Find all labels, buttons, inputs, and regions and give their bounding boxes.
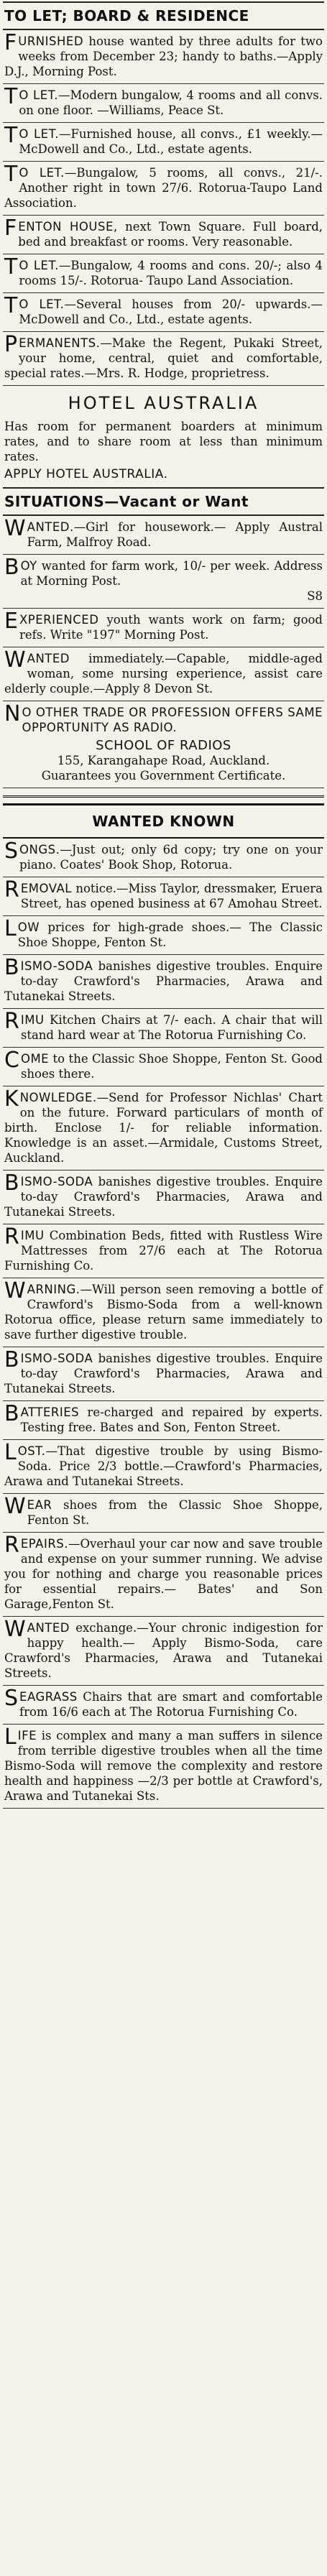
classified-ad	[3, 609, 324, 647]
school-address: 155, Karangahape Road, Auckland.	[57, 754, 270, 767]
ad-body	[4, 1009, 323, 1043]
drop-cap: S	[4, 839, 19, 864]
ad-text: —That digestive trouble by using Bismo-Soda. Price 2/3 bottle.—Crawford's Pharmacies, Arawa and Tutanekai Streets.	[4, 1444, 323, 1488]
ad-lead: URNISHED	[18, 34, 84, 48]
ad-body	[4, 1617, 323, 1681]
ad-body	[4, 1171, 323, 1219]
ad-body	[4, 1725, 323, 1804]
classified-ad	[3, 162, 324, 216]
ad-text: re-charged and repaired by experts. Testing free. Bates and Son, Fenton Street.	[20, 1405, 323, 1434]
ad-text: —Furnished house, all convs., £1 weekly.—McDowell and Co., Ltd., estate agents.	[19, 127, 323, 156]
drop-cap: T	[4, 123, 18, 148]
drop-cap: B	[4, 1347, 19, 1372]
ad-body	[4, 1401, 323, 1435]
drop-cap: T	[4, 293, 18, 318]
classified-ad	[3, 516, 324, 555]
classified-ad	[3, 1224, 324, 1278]
classified-ad	[3, 647, 324, 701]
ad-text: immediately.—Capable, middle-aged woman, some nursing experience, assist care elderly couple.—Apply 8 Devon St.	[4, 652, 323, 696]
wanted-known-ads	[3, 839, 324, 1809]
ad-lead: ANTED	[27, 1621, 70, 1635]
ad-lead: ISMO-SODA	[20, 1175, 93, 1188]
section-heading-to-let: TO LET; BOARD & RESIDENCE	[4, 7, 249, 24]
hotel-australia-ad	[3, 386, 324, 489]
ad-body	[4, 609, 323, 642]
ad-body	[4, 516, 323, 550]
ad-body	[4, 1440, 323, 1489]
ad-lead: O LET.	[19, 88, 59, 102]
ad-lead: OST.	[17, 1444, 46, 1458]
ad-text: —Several houses from 20/- upwards.—McDowell and Co., Ltd., estate agents.	[19, 297, 323, 326]
drop-cap: W	[4, 1494, 26, 1519]
classified-ad	[3, 1401, 324, 1440]
ad-body	[4, 916, 323, 950]
classified-ad	[3, 216, 324, 254]
classified-ad	[3, 1533, 324, 1617]
classified-ad	[3, 1009, 324, 1048]
drop-cap: P	[4, 332, 18, 357]
ad-text: —Overhaul your car now and save trouble and expense on your summer running. We advise you for nothing and charge you reasonable prices for essential repairs.— Bates' and Son Garage,Fenton St.	[4, 1537, 323, 1611]
ad-body	[4, 1533, 323, 1612]
ad-lead: EMOVAL	[20, 882, 72, 895]
drop-cap: W	[4, 647, 26, 673]
drop-cap: R	[4, 1533, 19, 1558]
ad-text: —Girl for housework.— Apply Austral Farm, Malfroy Road.	[27, 520, 323, 549]
classified-ad	[3, 555, 324, 609]
school-title: SCHOOL OF RADIOS	[96, 738, 231, 753]
ad-body	[4, 1224, 323, 1273]
ad-reference: S8	[307, 589, 323, 603]
ad-text: Chairs that are smart and comfortable from 16/6 each at The Rotorua Furnishing Co.	[19, 1690, 323, 1719]
drop-cap: R	[4, 1224, 19, 1250]
classified-ad	[3, 332, 324, 386]
drop-cap: B	[4, 555, 19, 580]
ad-body	[4, 84, 323, 118]
classified-ad	[3, 1440, 324, 1494]
ad-lead: EPAIRS.	[20, 1537, 69, 1551]
ad-lead: ATTERIES	[20, 1405, 80, 1419]
ad-text: banishes digestive troubles. Enquire to-day Crawford's Pharmacies, Arawa and Tutanekai Streets.	[4, 1175, 323, 1219]
ad-text: prices for high-grade shoes.— The Classic Shoe Shoppe, Fenton St.	[17, 920, 323, 949]
classified-page	[3, 1, 324, 2573]
drop-cap: W	[4, 516, 26, 541]
ad-lead: OY	[20, 559, 37, 573]
drop-cap: L	[4, 1440, 17, 1465]
classified-ad	[3, 1725, 324, 1809]
ad-text: house wanted by three adults for two weeks from December 23; handy to baths.—Apply D.J., Morning Post.	[4, 34, 323, 78]
ad-body	[4, 955, 323, 1004]
drop-cap: W	[4, 1278, 26, 1303]
ad-text: Combination Beds, fitted with Rustless Wire Mattresses from 27/6 each at The Rotorua Furnishing Co.	[4, 1229, 323, 1273]
ad-lead: EAGRASS	[19, 1690, 78, 1704]
ad-body	[4, 1686, 323, 1719]
classified-ad	[3, 1686, 324, 1725]
ad-body	[4, 877, 323, 911]
classified-ad	[3, 30, 324, 84]
drop-cap: K	[4, 1086, 19, 1112]
school-of-radios-ad	[3, 701, 324, 788]
ad-lead: IMU	[20, 1013, 45, 1027]
ad-lead: ISMO-SODA	[20, 959, 93, 973]
drop-cap: T	[4, 162, 18, 187]
ad-body	[4, 1347, 323, 1396]
ad-body	[4, 162, 323, 211]
ad-lead: XPERIENCED	[19, 613, 99, 627]
classified-ad	[3, 955, 324, 1009]
to-let-ads	[3, 30, 324, 386]
drop-cap: T	[4, 84, 18, 109]
ad-text: exchange.—Your chronic indigestion for happy health.— Apply Bismo-Soda, care Crawford's Pharmacies, Arawa and Tutanekai Streets.	[4, 1621, 323, 1680]
ad-body	[4, 839, 323, 872]
drop-cap: S	[4, 1686, 19, 1711]
section-heading-wanted-known: WANTED KNOWN	[3, 803, 324, 839]
ad-lead: O LET.	[19, 166, 65, 180]
ad-text: to the Classic Shoe Shoppe, Fenton St. Good shoes there.	[20, 1052, 323, 1081]
ad-lead: EAR	[27, 1498, 52, 1512]
ad-body	[4, 1048, 323, 1081]
ad-lead: O OTHER TRADE OR PROFESSION OFFERS SAME OPPORTUNITY AS RADIO.	[22, 706, 323, 734]
ad-body	[4, 647, 323, 696]
ad-lead: ISMO-SODA	[20, 1352, 93, 1365]
ad-text: banishes digestive troubles. Enquire to-day Crawford's Pharmacies, Arawa and Tutanekai Streets.	[4, 959, 323, 1003]
ad-text: —Will person seen removing a bottle of Crawford's Bismo-Soda from a well-known Rotorua office, please return same immediately to save further digestive trouble.	[4, 1283, 323, 1342]
classified-ad	[3, 877, 324, 916]
ad-body	[4, 254, 323, 288]
ad-lead: ENTON HOUSE,	[18, 220, 118, 234]
classified-ad	[3, 1171, 324, 1224]
drop-cap: F	[4, 30, 17, 55]
ad-text: —Send for Professor Nichlas' Chart on the future. Forward particulars of month of birth. Enclose 1/- for reliable information. Knowledge is an asset.—Armidale, Customs Street, Auckland.	[4, 1091, 323, 1165]
ad-text: —Make the Regent, Pukaki Street, your home, central, quiet and comfortable, special rates.—Mrs. R. Hodge, proprietress.	[4, 336, 323, 380]
ad-text: —Just out; only 6d copy; try one on your piano. Coates' Book Shop, Rotorua.	[19, 843, 323, 872]
ad-lead: ANTED.	[27, 520, 74, 534]
ad-text: banishes digestive troubles. Enquire to-day Crawford's Pharmacies, Arawa and Tutanekai Streets.	[4, 1352, 323, 1395]
ad-lead: NOWLEDGE.	[19, 1091, 97, 1104]
ad-body	[4, 332, 323, 381]
classified-ad	[3, 123, 324, 162]
drop-cap: F	[4, 216, 17, 241]
ad-text: next Town Square. Full board, bed and breakfast or rooms. Very reasonable.	[18, 220, 323, 249]
classified-ad	[3, 1048, 324, 1086]
section-heading-situations: SITUATIONS—Vacant or Want	[4, 493, 249, 510]
ad-body	[4, 30, 323, 79]
ad-lead: IFE	[17, 1729, 37, 1742]
ad-text: Kitchen Chairs at 7/- each. A chair that will stand hard wear at The Rotorua Furnishing Co.	[20, 1013, 323, 1042]
ad-body	[4, 555, 323, 588]
ad-text: shoes from the Classic Shoe Shoppe, Fenton St.	[27, 1498, 323, 1527]
classified-ad	[3, 84, 324, 123]
drop-cap: L	[4, 916, 17, 941]
ad-body	[4, 1086, 323, 1165]
ad-lead: OME	[20, 1052, 50, 1066]
school-guarantee: Guarantees you Government Certificate.	[41, 769, 286, 783]
ad-lead: ONGS.	[19, 843, 60, 857]
ad-lead: IMU	[20, 1229, 45, 1242]
section-divider	[3, 795, 324, 798]
ad-body	[4, 1494, 323, 1528]
drop-cap: B	[4, 1171, 19, 1196]
classified-ad	[3, 839, 324, 877]
classified-ad	[3, 1494, 324, 1533]
ad-lead: O LET.	[19, 259, 59, 272]
ad-body	[4, 701, 323, 735]
hotel-title: HOTEL AUSTRALIA	[68, 393, 259, 413]
ad-text: —Bungalow, 4 rooms and cons. 20/-; also 4 rooms 15/-. Rotorua- Taupo Land Association.	[19, 259, 323, 287]
drop-cap: C	[4, 1048, 19, 1073]
ad-text: wanted for farm work, 10/- per week. Address at Morning Post.	[20, 559, 323, 588]
drop-cap: E	[4, 609, 18, 634]
ad-text: notice.—Miss Taylor, dressmaker, Eruera Street, has opened business at 67 Amohau Street.	[20, 882, 323, 910]
ad-lead: ANTED	[27, 652, 70, 665]
ad-lead: ERMANENTS.	[19, 336, 101, 350]
drop-cap: R	[4, 877, 19, 902]
classified-ad	[3, 254, 324, 293]
classified-ad	[3, 916, 324, 955]
classified-ad	[3, 1617, 324, 1686]
ad-text: —Bungalow, 5 rooms, all convs., 21/-. Another right in town 27/6. Rotorua-Taupo Land Association.	[4, 166, 323, 210]
drop-cap: B	[4, 955, 19, 980]
ad-text: is complex and many a man suffers in silence from terrible digestive troubles when all the time Bismo-Soda will remove the complexity and restore health and happiness —2/3 per bottle at Crawford's, Arawa and Tutanekai Sts.	[4, 1729, 323, 1803]
drop-cap: T	[4, 254, 18, 280]
ad-body	[4, 293, 323, 327]
situations-ads	[3, 516, 324, 701]
ad-lead: OW	[17, 920, 40, 934]
ad-text: —Modern bungalow, 4 rooms and all convs. on one floor. —Williams, Peace St.	[19, 88, 323, 117]
drop-cap: L	[4, 1725, 17, 1750]
classified-ad	[3, 1086, 324, 1171]
hotel-sign: APPLY HOTEL AUSTRALIA.	[4, 467, 168, 481]
drop-cap: R	[4, 1009, 19, 1034]
classified-ad	[3, 293, 324, 332]
ad-body	[4, 1278, 323, 1342]
drop-cap: B	[4, 1401, 19, 1426]
ad-lead: O LET.	[19, 297, 65, 311]
ad-lead: ARNING.	[27, 1283, 80, 1296]
school-block	[4, 738, 323, 783]
ad-body	[4, 123, 323, 157]
classified-ad	[3, 1347, 324, 1401]
ad-text: youth wants work on farm; good refs. Write "197" Morning Post.	[19, 613, 323, 642]
ad-body	[4, 216, 323, 249]
drop-cap: W	[4, 1617, 26, 1642]
drop-cap: N	[4, 701, 21, 726]
hotel-body: Has room for permanent boarders at minimum rates, and to share room at less than minimum rates.	[4, 420, 323, 463]
classified-ad	[3, 1278, 324, 1347]
ad-lead: O LET.	[19, 127, 59, 141]
